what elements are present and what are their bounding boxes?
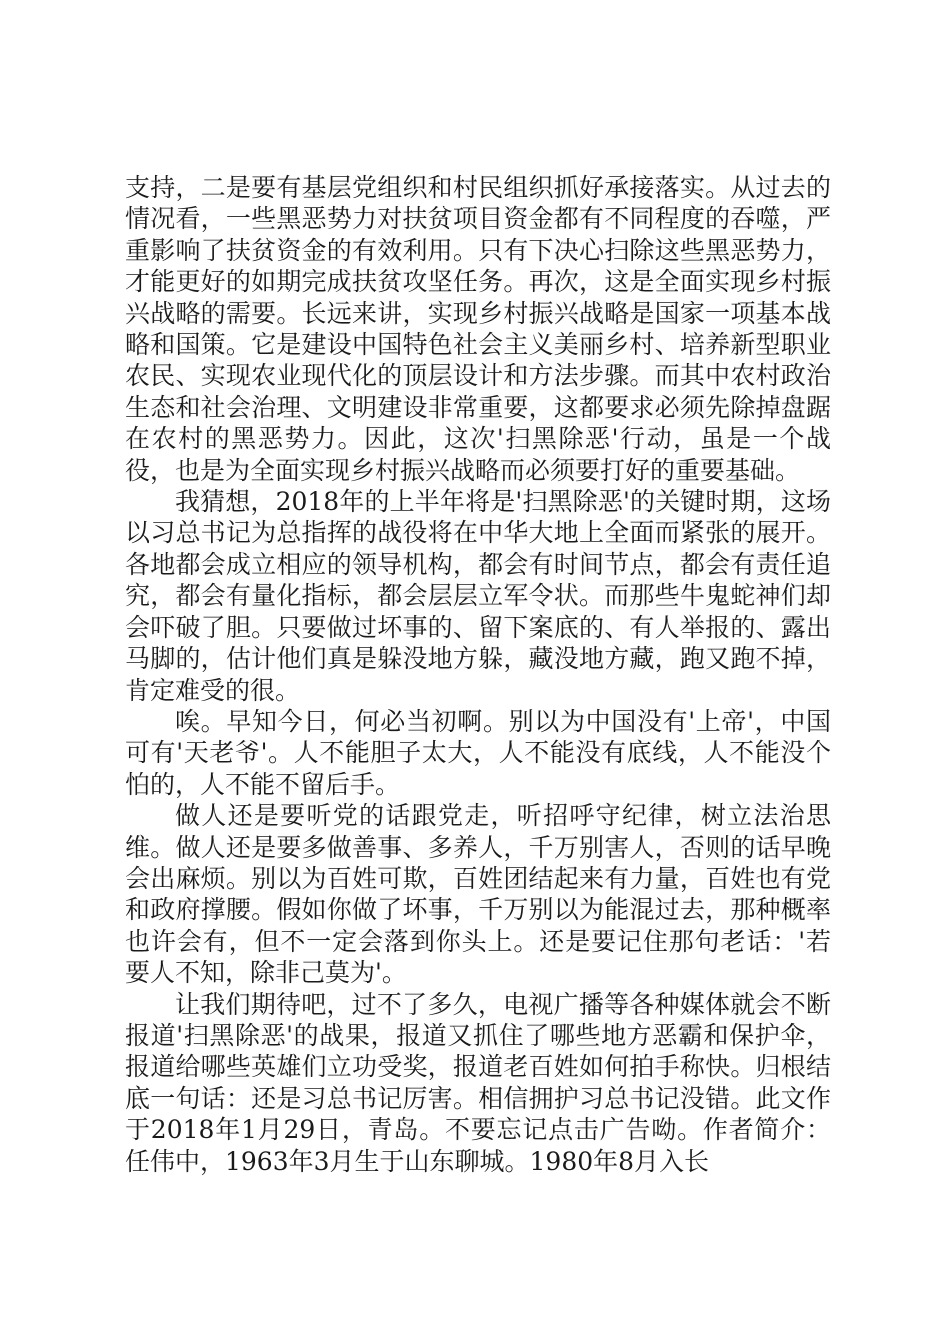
paragraph-2: 我猜想，2018年的上半年将是'扫黑除恶'的关键时期，这场以习总书记为总指挥的战役将在中华大地上全面而紧张的展开。各地都会成立相应的领导机构，都会有时间节点，都会有责任追究，都会有量化指标，都会层层立军令状。而那些牛鬼蛇神们却会吓破了胆。只要做过坏事的、留下案底的、有人举报的、露出马脚的，估计他们真是躲没地方躲，藏没地方藏，跑又跑不掉，肯定难受的很。	[125, 487, 831, 705]
paragraph-1: 支持，二是要有基层党组织和村民组织抓好承接落实。从过去的情况看，一些黑恶势力对扶贫项目资金都有不同程度的吞噬，严重影响了扶贫资金的有效利用。只有下决心扫除这些黑恶势力，才能更好的如期完成扶贫攻坚任务。再次，这是全面实现乡村振兴战略的需要。长远来讲，实现乡村振兴战略是国家一项基本战略和国策。它是建设中国特色社会主义美丽乡村、培养新型职业农民、实现农业现代化的顶层设计和方法步骤。而其中农村政治生态和社会治理、文明建设非常重要，这都要求必须先除掉盘踞在农村的黑恶势力。因此，这次'扫黑除恶'行动，虽是一个战役，也是为全面实现乡村振兴战略而必须要打好的重要基础。	[125, 173, 831, 485]
paragraph-3: 唉。早知今日，何必当初啊。别以为中国没有'上帝'，中国可有'天老爷'。人不能胆子太大，人不能没有底线，人不能没个怕的，人不能不留后手。	[125, 706, 831, 799]
paragraph-4: 做人还是要听党的话跟党走，听招呼守纪律，树立法治思维。做人还是要多做善事、多养人，千万别害人，否则的话早晚会出麻烦。别以为百姓可欺，百姓团结起来有力量，百姓也有党和政府撑腰。假如你做了坏事，千万别以为能混过去，那种概率也许会有，但不一定会落到你头上。还是要记住那句老话：'若要人不知，除非己莫为'。	[125, 801, 832, 988]
document-body	[125, 172, 831, 1177]
paragraph-5: 让我们期待吧，过不了多久，电视广播等各种媒体就会不断报道'扫黑除恶'的战果，报道又抓住了哪些地方恶霸和保护伞，报道给哪些英雄们立功受奖，报道老百姓如何拍手称快。归根结底一句话：还是习总书记厉害。相信拥护习总书记没错。此文作于2018年1月29日，青岛。不要忘记点击广告呦。作者简介：任伟中，1963年3月生于山东聊城。1980年8月入长	[125, 989, 831, 1176]
